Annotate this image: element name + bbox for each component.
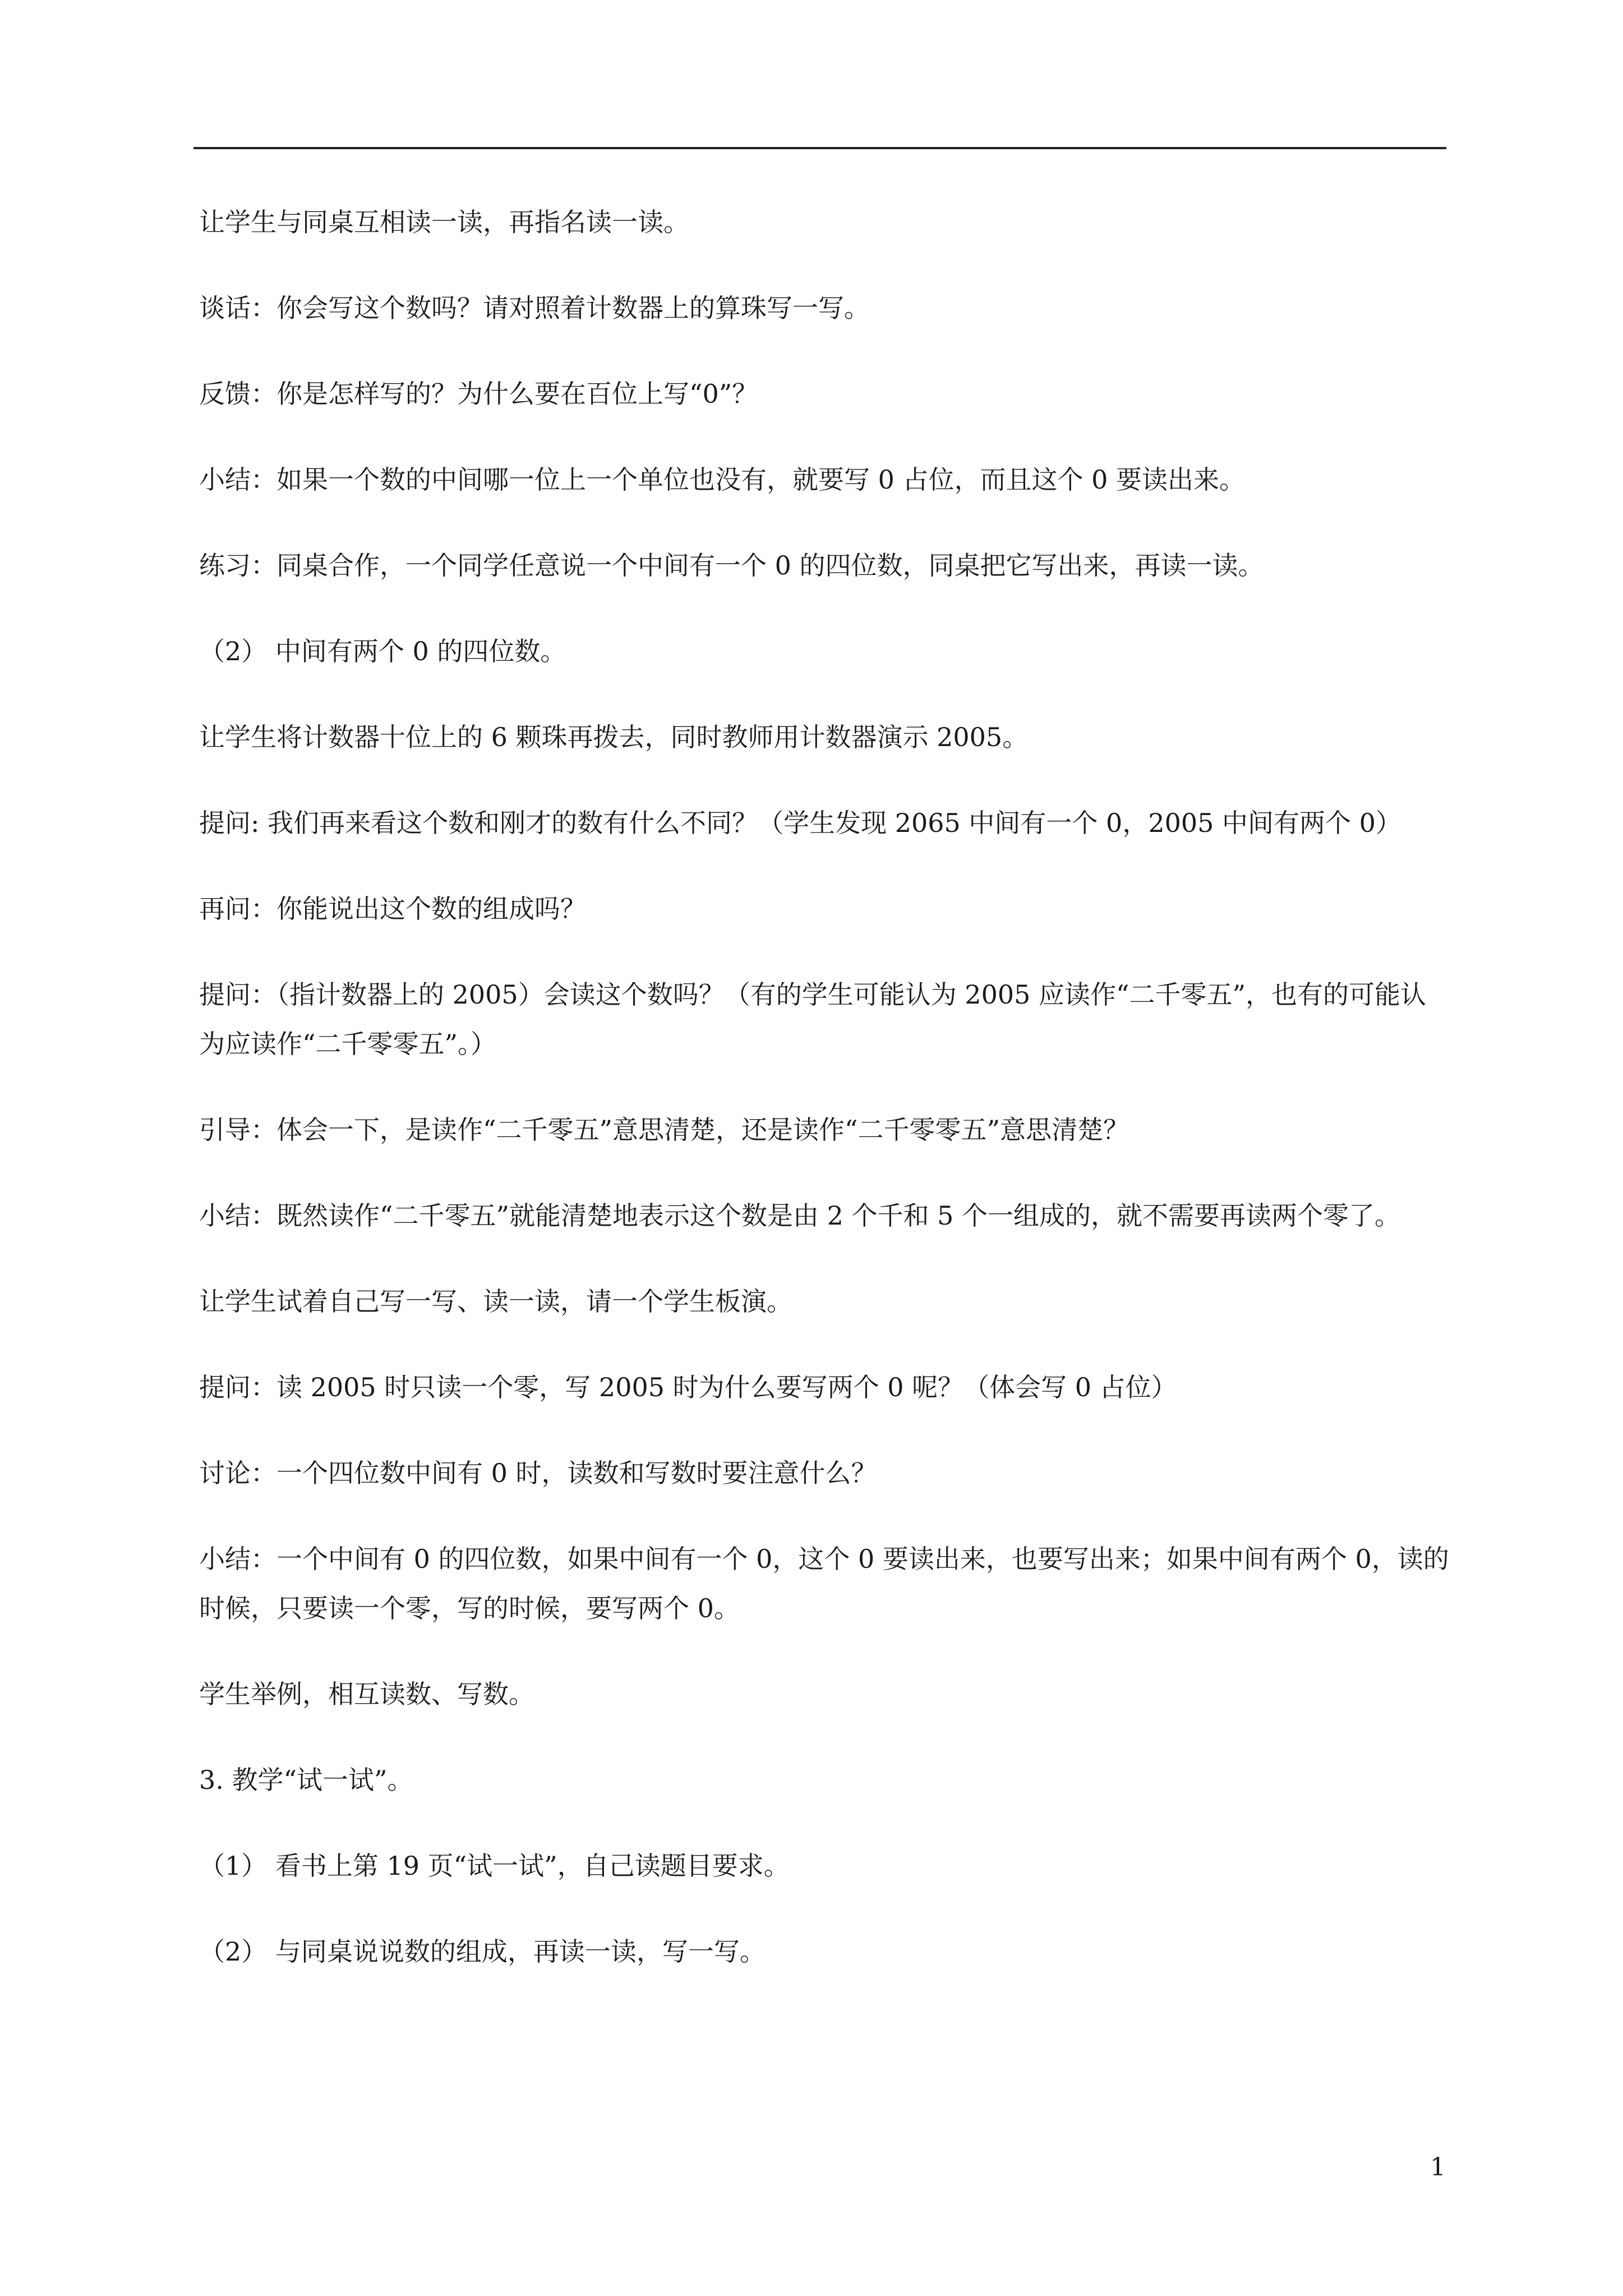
paragraph: 反馈：你是怎样写的？为什么要在百位上写“0”？ [199, 379, 758, 409]
paragraph: 练习：同桌合作，一个同学任意说一个中间有一个 0 的四位数，同桌把它写出来，再读一读。 [199, 550, 1264, 581]
paragraph: 提问: 我们再来看这个数和刚才的数有什么不同？（学生发现 2065 中间有一个 0，2005 中间有两个 0） [199, 808, 1401, 838]
paragraph: 再问：你能说出这个数的组成吗？ [199, 894, 586, 924]
paragraph: 学生举例，相互读数、写数。 [199, 1679, 534, 1709]
paragraph: （2） 与同桌说说数的组成，再读一读，写一写。 [199, 1936, 766, 1967]
document-body [199, 197, 1450, 2013]
paragraph: 提问：（指计数器上的 2005）会读这个数吗？（有的学生可能认为 2005 应读作“二千零五”，也有的可能认为应读作“二千零零五”。） [199, 979, 1427, 1059]
paragraph: 让学生试着自己写一写、读一读，请一个学生板演。 [199, 1286, 792, 1317]
page-number: 1 [1430, 2153, 1446, 2182]
paragraph: 让学生将计数器十位上的 6 颗珠再拨去，同时教师用计数器演示 2005。 [199, 722, 1029, 752]
paragraph: 让学生与同桌互相读一读，再指名读一读。 [199, 207, 689, 237]
paragraph: 3. 教学“试一试”。 [199, 1765, 413, 1795]
paragraph: （2） 中间有两个 0 的四位数。 [199, 636, 566, 666]
paragraph: 小结：既然读作“二千零五”就能清楚地表示这个数是由 2 个千和 5 个一组成的，就不需要再读两个零了。 [199, 1200, 1401, 1231]
paragraph: 谈话：你会写这个数吗？请对照着计数器上的算珠写一写。 [199, 293, 870, 323]
paragraph: 引导：体会一下，是读作“二千零五”意思清楚，还是读作“二千零零五”意思清楚？ [199, 1115, 1129, 1145]
paragraph: 讨论：一个四位数中间有 0 时，读数和写数时要注意什么？ [199, 1458, 877, 1488]
header-rule [193, 147, 1446, 149]
paragraph: 小结：如果一个数的中间哪一位上一个单位也没有，就要写 0 占位，而且这个 0 要读出来。 [199, 464, 1246, 495]
paragraph: （1） 看书上第 19 页“试一试”，自己读题目要求。 [199, 1851, 790, 1881]
paragraph: 提问：读 2005 时只读一个零，写 2005 时为什么要写两个 0 呢？（体会写 0 占位） [199, 1372, 1177, 1402]
paragraph: 小结：一个中间有 0 的四位数，如果中间有一个 0，这个 0 要读出来，也要写出来；如果中间有两个 0，读的时候，只要读一个零，写的时候，要写两个 0。 [199, 1544, 1449, 1623]
